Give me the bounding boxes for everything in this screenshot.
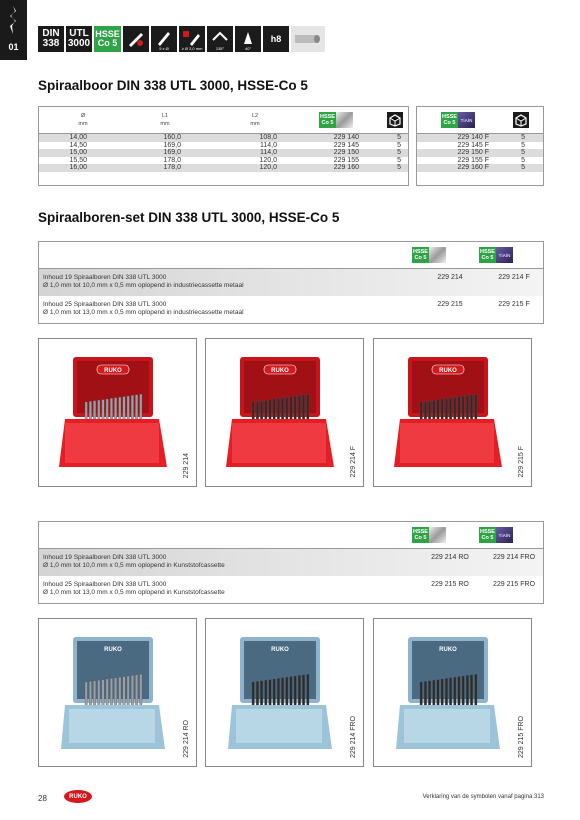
tialn-coating-badge: HSSE Co 5 TiAlN [479, 247, 513, 263]
product-image-label: 229 215 F [518, 446, 525, 478]
cell-l2: 114,0 [260, 149, 277, 156]
cell-l1: 178,0 [163, 156, 181, 164]
cell-pack: 5 [397, 141, 401, 149]
product-image-plastic-case [373, 618, 532, 767]
cell-d: 14,50 [69, 141, 87, 149]
product-image-label: 229 214 RO [183, 720, 190, 758]
set-row: Inhoud 19 Spiraalboren DIN 338 UTL 3000 Ø 1,0 mm tot 10,0 mm x 0,5 mm oplopend in Kunststofcassette 229 214 RO 229 214 FRO [39, 549, 543, 576]
hsse-coating-badge: HSSE Co 5 [412, 527, 446, 543]
cell-art: 229 150 F [457, 149, 489, 156]
cell-art: 229 145 [333, 141, 359, 149]
product-image-plastic-case [205, 618, 364, 767]
product-image-label: 229 215 FRO [518, 715, 525, 758]
package-icon [387, 112, 403, 128]
drill-size-table [38, 106, 409, 186]
product-image-metal-case [373, 338, 532, 487]
cell-l2: 120,0 [259, 156, 277, 164]
product-image-metal-case [205, 338, 364, 487]
symbol-strip [38, 26, 325, 52]
tialn-icon: TiAlN [496, 247, 513, 263]
product-image-label: 229 214 FRO [350, 715, 357, 758]
table-row [417, 142, 543, 150]
svg-text:RUKO: RUKO [439, 647, 457, 653]
cell-pack: 5 [521, 134, 525, 141]
cell-pack: 5 [397, 149, 401, 156]
table-body [417, 134, 543, 172]
cylinder-shank-icon [291, 26, 325, 52]
hsse-coating-badge: HSSE Co 5 [412, 247, 446, 263]
chapter-tab [0, 0, 27, 60]
product-image-label: 229 214 F [350, 446, 357, 478]
article-number: 229 214 F [498, 274, 530, 281]
table-row [417, 149, 543, 157]
table-header [39, 107, 408, 134]
cell-art: 229 150 [333, 149, 359, 156]
set-row: Inhoud 19 Spiraalboren DIN 338 UTL 3000 Ø 1,0 mm tot 10,0 mm x 0,5 mm oplopend in industriecassette metaal 229 214 229 214 F [39, 269, 543, 296]
min-diameter-symbol-icon: ≥ Ø 2,0 mm [179, 26, 205, 52]
tialn-icon: TiAlN [496, 527, 513, 543]
col-diameter: Ø mm [78, 113, 88, 127]
cell-d: 14,00 [69, 134, 87, 141]
svg-text:RUKO: RUKO [104, 647, 122, 653]
table-row [39, 149, 408, 157]
cell-pack: 5 [521, 156, 525, 164]
cell-pack: 5 [521, 164, 525, 171]
shank-symbol-icon [123, 26, 149, 52]
tialn-coating-badge: HSSE Co 5 TiAlN [441, 112, 475, 128]
cell-pack: 5 [397, 134, 401, 141]
hsse-co5-symbol: HSSE Co 5 [94, 26, 121, 52]
cell-l1: 178,0 [163, 164, 181, 171]
h8-symbol-icon: h8 [263, 26, 289, 52]
cell-l1: 160,0 [163, 134, 181, 141]
table-row [417, 157, 543, 165]
article-number: 229 215 RO [431, 581, 469, 588]
silver-finish-icon [429, 247, 446, 263]
section-title-drill: Spiraalboor DIN 338 UTL 3000, HSSE-Co 5 [38, 78, 308, 93]
product-image-label: 229 214 [183, 452, 190, 478]
symbol-reference-note: Verklaring van de symbolen vanaf pagina 313 [422, 794, 544, 800]
table-row [39, 164, 408, 172]
package-icon [513, 112, 529, 128]
cell-d: 15,00 [69, 149, 87, 156]
article-number: 229 214 RO [431, 554, 469, 561]
article-number: 229 214 [437, 274, 463, 281]
cell-pack: 5 [397, 156, 401, 164]
drill-icon [9, 6, 17, 34]
cell-pack: 5 [521, 149, 525, 156]
article-number: 229 215 F [498, 301, 530, 308]
angle-135-symbol-icon: 135° [207, 26, 233, 52]
cell-art: 229 155 F [457, 156, 489, 164]
svg-text:RUKO: RUKO [271, 368, 289, 374]
angle-40-symbol-icon: 40° [235, 26, 261, 52]
cell-art: 229 160 [333, 164, 359, 171]
tialn-coating-badge: HSSE Co 5 TiAlN [479, 527, 513, 543]
ruko-logo: RUKO [64, 790, 92, 803]
set-header [39, 522, 543, 549]
svg-text:RUKO: RUKO [104, 368, 122, 374]
table-row [39, 157, 408, 165]
length-symbol-icon: 5 x Ø [151, 26, 177, 52]
table-row [39, 142, 408, 150]
utl-3000-symbol: UTL 3000 [66, 26, 92, 52]
section-title-set: Spiraalboren-set DIN 338 UTL 3000, HSSE-Co 5 [38, 210, 340, 225]
cell-art: 229 145 F [457, 141, 489, 149]
cell-art: 229 140 F [457, 134, 489, 141]
col-l1: L1 mm [160, 113, 170, 127]
article-number: 229 214 FRO [492, 554, 536, 561]
set-header [39, 242, 543, 269]
drill-tialn-table [416, 106, 544, 186]
cell-l2: 120,0 [259, 164, 277, 171]
cell-d: 16,00 [69, 164, 87, 171]
set-row: Inhoud 25 Spiraalboren DIN 338 UTL 3000 Ø 1,0 mm tot 13,0 mm x 0,5 mm oplopend in industriecassette metaal 229 215 229 215 F [39, 296, 543, 323]
cell-pack: 5 [397, 164, 401, 171]
col-l2: L2 mm [250, 113, 260, 127]
svg-text:RUKO: RUKO [271, 647, 289, 653]
cell-art: 229 160 F [457, 164, 489, 171]
cell-d: 15,50 [69, 156, 87, 164]
chapter-number: 01 [8, 42, 19, 52]
silver-finish-icon [336, 112, 353, 128]
cell-art: 229 155 [333, 156, 359, 164]
hsse-coating-badge: HSSE Co 5 [319, 112, 353, 128]
svg-text:RUKO: RUKO [439, 368, 457, 374]
table-body [39, 134, 408, 172]
din-338-symbol: DIN 338 [38, 26, 64, 52]
cell-l1: 169,0 [163, 149, 181, 156]
article-number: 229 215 [437, 301, 463, 308]
set-plastic-table [38, 521, 544, 604]
table-row [417, 164, 543, 172]
cell-l2: 108,0 [259, 134, 277, 141]
cell-l1: 169,0 [163, 141, 181, 149]
cell-pack: 5 [521, 141, 525, 149]
table-row [39, 134, 408, 142]
page-number: 28 [38, 794, 47, 803]
silver-finish-icon [429, 527, 446, 543]
cell-l2: 114,0 [260, 141, 277, 149]
cell-art: 229 140 [333, 134, 359, 141]
product-image-plastic-case [38, 618, 197, 767]
tialn-icon: TiAlN [458, 112, 475, 128]
product-image-metal-case [38, 338, 197, 487]
set-metal-table [38, 241, 544, 324]
article-number: 229 215 FRO [492, 581, 536, 588]
table-row [417, 134, 543, 142]
set-row: Inhoud 25 Spiraalboren DIN 338 UTL 3000 Ø 1,0 mm tot 13,0 mm x 0,5 mm oplopend in Kunststofcassette 229 215 RO 229 215 FRO [39, 576, 543, 603]
table-header [417, 107, 543, 134]
